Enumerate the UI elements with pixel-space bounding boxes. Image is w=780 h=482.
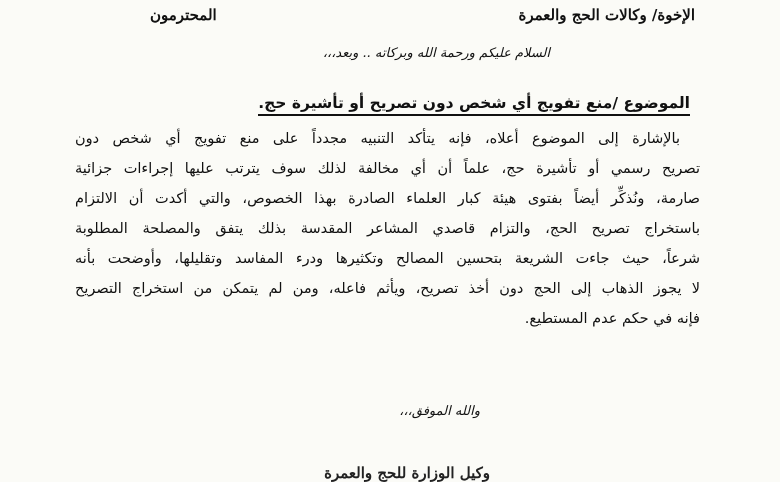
subject-text: الموضوع /منع تفويج أي شخص دون تصريح أو تأشيرة حج. <box>258 94 690 112</box>
greeting: السلام عليكم ورحمة الله وبركاته .. وبعد،،، <box>322 46 550 61</box>
body-line: صارمة، ونُذكِّر أيضاً بفتوى هيئة كبار العلماء الصادرة بهذا الخصوص، والتي أكدت أن الالتزام <box>75 191 700 207</box>
subject-underline <box>258 114 690 116</box>
subject-line <box>258 94 690 116</box>
honorific: المحترمون <box>150 6 217 24</box>
body-line: فإنه في حكم عدم المستطيع. <box>524 311 700 327</box>
signature-partial: وكيل الوزارة للحج والعمرة <box>324 464 490 482</box>
body-line: شرعاً، حيث جاءت الشريعة بتحسين المصالح وتكثيرها ودرء المفاسد وتقليلها، وأوضحت بأنه <box>75 251 700 267</box>
closing: والله الموفق،،، <box>399 404 480 419</box>
body-line: بالإشارة إلى الموضوع أعلاه، فإنه يتأكد التنبيه مجدداً على منع تفويج أي شخص دون <box>75 131 680 147</box>
body-line: لا يجوز الذهاب إلى الحج دون أخذ تصريح، ويأثم فاعله، ومن لم يتمكن من استخراج التصريح <box>75 281 700 297</box>
body-line: تصريح رسمي أو تأشيرة حج، علماً أن أي مخالفة لذلك سوف يترتب عليها إجراءات جزائية <box>75 161 700 177</box>
addressee: الإخوة/ وكالات الحج والعمرة <box>518 6 695 24</box>
body-line: باستخراج تصريح الحج، والتزام قاصدي المشاعر المقدسة بذلك يتفق والمصلحة المطلوبة <box>75 221 700 237</box>
body-paragraph <box>75 124 700 334</box>
